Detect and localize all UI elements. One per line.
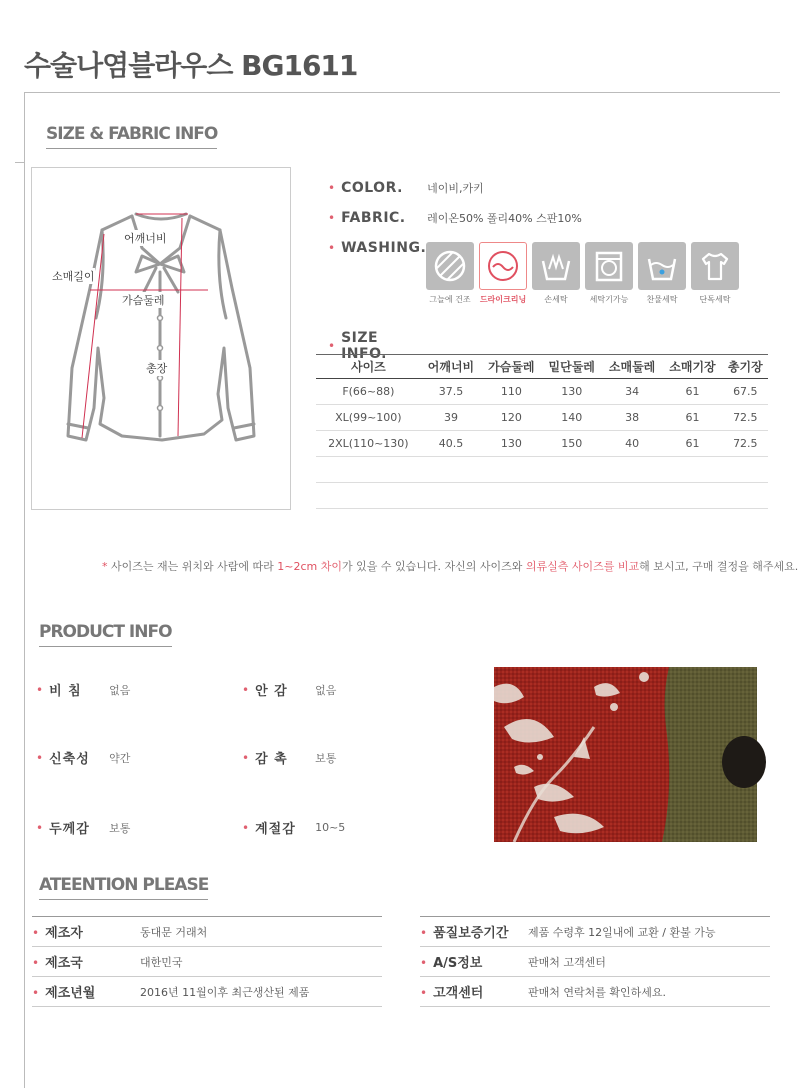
sleeve-length-label: 소매길이 — [52, 270, 95, 283]
wash-item-separate — [691, 242, 739, 305]
size-cell: 130 — [481, 431, 541, 457]
shoulder-width-label: 어깨너비 — [124, 232, 167, 245]
attention-key-cell — [32, 947, 140, 977]
product-info-value: 보통 — [315, 751, 337, 765]
size-cell: XL(99~100) — [316, 405, 421, 431]
product-info-stretch — [36, 748, 130, 767]
wash-label: 드라이크리닝 — [479, 295, 527, 304]
product-info-key: 신축성 — [49, 752, 90, 767]
product-info-value: 10~5 — [315, 821, 346, 834]
bullet-icon: • — [328, 241, 336, 255]
size-table — [316, 354, 768, 509]
bullet-icon: • — [242, 820, 250, 835]
table-row — [420, 947, 770, 977]
product-info-key: 감 촉 — [255, 752, 288, 767]
bullet-icon: • — [328, 339, 336, 353]
size-col-header: 소매둘레 — [602, 355, 662, 379]
size-cell: 34 — [602, 379, 662, 405]
wash-item-dry-clean — [479, 242, 527, 305]
size-col-header: 사이즈 — [316, 355, 421, 379]
bullet-icon: • — [36, 682, 44, 697]
washing-label: WASHING. — [341, 240, 427, 256]
wash-label: 그늘에 건조 — [429, 295, 471, 304]
product-info-key: 계절감 — [255, 822, 296, 837]
bullet-icon: • — [242, 750, 250, 765]
total-length-label: 총장 — [146, 362, 168, 375]
table-row — [316, 379, 768, 405]
product-info-value: 없음 — [109, 683, 131, 697]
product-info-value: 보통 — [109, 821, 131, 835]
product-info-value: 없음 — [315, 683, 337, 697]
attention-key: 제조자 — [45, 926, 83, 941]
attention-table-right — [420, 916, 770, 1007]
color-label: COLOR. — [341, 180, 403, 196]
size-col-header: 소매기장 — [662, 355, 722, 379]
table-row — [32, 917, 382, 947]
size-cell: F(66~88) — [316, 379, 421, 405]
size-cell: 2XL(110~130) — [316, 431, 421, 457]
size-cell: 72.5 — [723, 431, 768, 457]
wash-item-cold — [638, 242, 686, 305]
size-note — [102, 558, 798, 574]
product-info-texture — [242, 748, 336, 767]
attention-key-cell — [420, 977, 528, 1007]
table-row — [316, 431, 768, 457]
bullet-icon: • — [420, 956, 428, 970]
product-info-see-through — [36, 680, 130, 699]
table-row-empty — [316, 483, 768, 509]
product-info-key: 비 침 — [49, 684, 82, 699]
wash-item-shade-dry — [426, 242, 474, 305]
attention-value: 2016년 11월이후 최근생산된 제품 — [140, 977, 382, 1007]
washing-icons — [426, 242, 739, 305]
size-info-label: SIZE INFO. — [341, 330, 387, 362]
size-cell: 40.5 — [421, 431, 481, 457]
washing-machine-icon — [585, 242, 633, 290]
bullet-icon: • — [36, 820, 44, 835]
bullet-icon: • — [36, 750, 44, 765]
size-cell: 150 — [542, 431, 602, 457]
size-col-header: 어깨너비 — [421, 355, 481, 379]
section-size-fabric-heading: SIZE & FABRIC INFO — [46, 124, 218, 144]
table-row — [32, 947, 382, 977]
size-cell: 130 — [542, 379, 602, 405]
color-row — [328, 180, 484, 196]
size-cell: 39 — [421, 405, 481, 431]
size-cell: 61 — [662, 379, 722, 405]
wash-item-hand-wash — [532, 242, 580, 305]
attention-value: 판매처 연락처를 확인하세요. — [528, 977, 770, 1007]
product-info-season — [242, 818, 345, 837]
size-col-header: 밑단둘레 — [542, 355, 602, 379]
size-cell: 61 — [662, 431, 722, 457]
bullet-icon: • — [32, 956, 40, 970]
attention-value: 판매처 고객센터 — [528, 947, 770, 977]
size-cell: 38 — [602, 405, 662, 431]
separate-wash-icon — [691, 242, 739, 290]
bullet-icon: • — [328, 211, 336, 225]
frame-tick — [15, 162, 25, 163]
fabric-row — [328, 210, 582, 226]
attention-key: A/S정보 — [433, 956, 483, 971]
washing-row — [328, 240, 427, 256]
size-cell: 72.5 — [723, 405, 768, 431]
attention-value: 동대문 거래처 — [140, 917, 382, 947]
note-highlight: 의류실측 사이즈를 비교 — [525, 560, 640, 573]
note-text: 사이즈는 재는 위치와 사람에 따라 — [107, 560, 278, 573]
wash-label: 단독세탁 — [699, 295, 731, 304]
bullet-icon: • — [32, 986, 40, 1000]
note-highlight: 1~2cm 차이 — [277, 560, 342, 573]
attention-key-cell — [32, 977, 140, 1007]
bullet-icon: • — [32, 926, 40, 940]
size-col-header: 가슴둘레 — [481, 355, 541, 379]
attention-key-cell — [420, 947, 528, 977]
size-table-header — [316, 355, 768, 379]
size-cell: 140 — [542, 405, 602, 431]
table-row — [32, 977, 382, 1007]
section-product-info-heading: PRODUCT INFO — [39, 622, 172, 642]
bullet-icon: • — [420, 986, 428, 1000]
wash-item-machine — [585, 242, 633, 305]
dry-clean-icon — [479, 242, 527, 290]
chest-label: 가슴둘레 — [122, 294, 165, 307]
attention-value: 대한민국 — [140, 947, 382, 977]
size-cell: 40 — [602, 431, 662, 457]
table-row-empty — [316, 457, 768, 483]
table-row — [420, 917, 770, 947]
hand-wash-icon — [532, 242, 580, 290]
size-cell: 110 — [481, 379, 541, 405]
size-col-header: 총기장 — [723, 355, 768, 379]
attention-key: 고객센터 — [433, 986, 484, 1001]
product-info-key: 안 감 — [255, 684, 288, 699]
attention-table-left — [32, 916, 382, 1007]
size-cell: 37.5 — [421, 379, 481, 405]
fabric-closeup-image — [494, 667, 757, 842]
wash-label: 세탁기가능 — [589, 295, 629, 304]
wash-label: 찬물세탁 — [646, 295, 678, 304]
size-cell: 120 — [481, 405, 541, 431]
note-text: 해 보시고, 구매 결정을 해주세요. — [639, 560, 798, 573]
attention-key: 품질보증기간 — [433, 926, 509, 941]
section-attention-heading: ATEENTION PLEASE — [39, 875, 209, 895]
wash-label: 손세탁 — [544, 295, 568, 304]
product-title: 수술나염블라우스 BG1611 — [24, 49, 358, 82]
note-star: * — [102, 560, 108, 573]
bullet-icon: • — [242, 682, 250, 697]
attention-key-cell — [32, 917, 140, 947]
blouse-measurement-drawing — [31, 167, 291, 510]
size-cell: 61 — [662, 405, 722, 431]
table-row — [420, 977, 770, 1007]
attention-key-cell — [420, 917, 528, 947]
product-info-value: 약간 — [109, 751, 131, 765]
bullet-icon: • — [328, 181, 336, 195]
cold-wash-icon — [638, 242, 686, 290]
frame-divider-left — [24, 92, 25, 1088]
frame-divider-top — [24, 92, 780, 93]
product-info-lining — [242, 680, 336, 699]
attention-key: 제조년월 — [45, 986, 96, 1001]
product-info-key: 두께감 — [49, 822, 90, 837]
attention-key: 제조국 — [45, 956, 83, 971]
shade-dry-icon — [426, 242, 474, 290]
attention-value: 제품 수령후 12일내에 교환 / 환불 가능 — [528, 917, 770, 947]
note-text: 가 있을 수 있습니다. 자신의 사이즈와 — [341, 560, 526, 573]
fabric-label: FABRIC. — [341, 210, 406, 226]
blouse-outline-icon — [32, 168, 290, 509]
product-info-thickness — [36, 818, 130, 837]
table-row — [316, 405, 768, 431]
color-value: 네이비,카키 — [427, 182, 484, 195]
bullet-icon: • — [420, 926, 428, 940]
size-cell: 67.5 — [723, 379, 768, 405]
fabric-value: 레이온50% 폴리40% 스판10% — [427, 212, 582, 225]
